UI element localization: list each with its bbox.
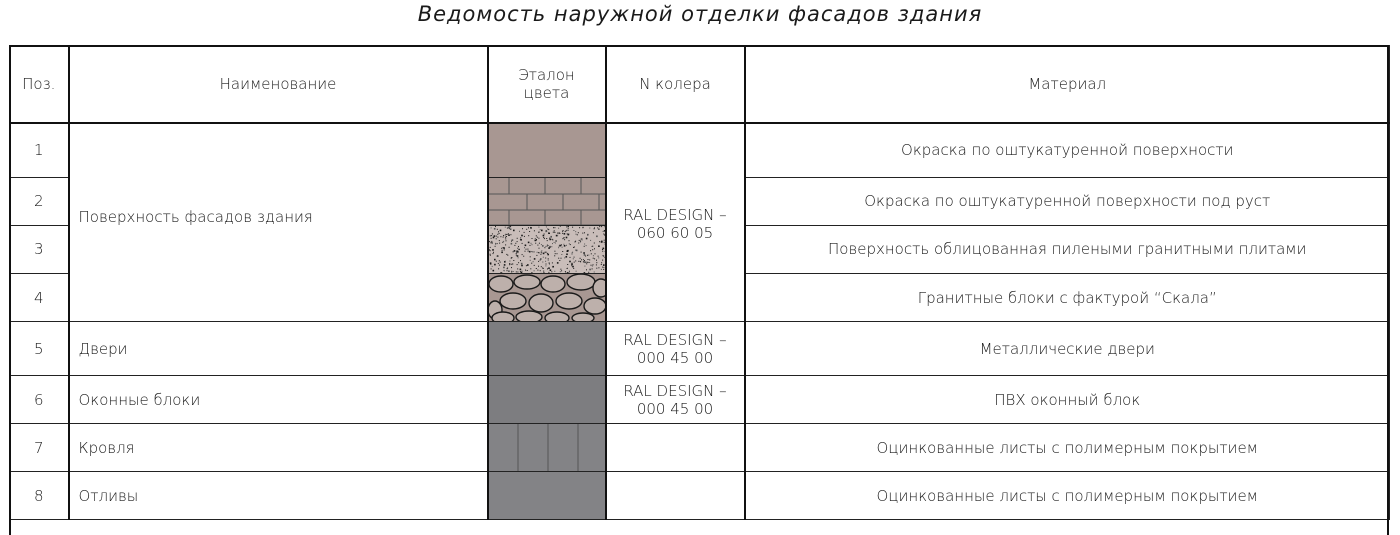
row-code-facade: [606, 123, 745, 322]
header-material: Материал: [745, 46, 1390, 123]
code-facade-line1: RAL DESIGN –: [623, 206, 726, 224]
header-name: Наименование: [69, 46, 488, 123]
swatch-rock-blocks: [488, 273, 606, 321]
row-name: Кровля: [69, 424, 488, 472]
row-pos: 5: [10, 322, 69, 376]
code-facade-line2: 060 60 05: [637, 224, 713, 242]
row-pos: 2: [10, 177, 69, 225]
code-line1: RAL DESIGN –: [623, 382, 726, 400]
swatch-door-grey: [488, 322, 606, 376]
swatch-sill-grey: [488, 472, 606, 520]
code-line2: 000 45 00: [637, 349, 713, 367]
rock-blocks-swatch-icon: [489, 274, 605, 321]
header-code: N колера: [606, 46, 745, 123]
row-material: Оцинкованные листы с полимерным покрытием: [745, 424, 1390, 472]
row-pos: 7: [10, 424, 69, 472]
table-row: [10, 322, 1390, 376]
row-pos: 1: [10, 123, 69, 178]
row-material: Металлические двери: [745, 322, 1390, 376]
header-row: [10, 46, 1390, 123]
row-code-empty: [606, 472, 745, 520]
swatch-granite-slabs: [488, 225, 606, 273]
row-material: Окраска по оштукатуренной поверхности под руст: [745, 177, 1390, 225]
row-pos: 4: [10, 273, 69, 321]
row-material: Окраска по оштукатуренной поверхности: [745, 123, 1390, 178]
row-code-empty: [606, 424, 745, 472]
plaster-swatch-icon: [489, 124, 605, 177]
swatch-plaster: [488, 123, 606, 178]
swatch-window-grey: [488, 376, 606, 424]
row-name: Двери: [69, 322, 488, 376]
table-row: [10, 424, 1390, 472]
row-code: [606, 322, 745, 376]
row-code: [606, 376, 745, 424]
code-line2: 000 45 00: [637, 400, 713, 418]
row-material: Гранитные блоки с фактурой “Скала”: [745, 273, 1390, 321]
roof-sheets-swatch-icon: [489, 424, 605, 471]
row-pos: 8: [10, 472, 69, 520]
granite-speckle-swatch-icon: [489, 226, 605, 273]
row-material: ПВХ оконный блок: [745, 376, 1390, 424]
row-material: Оцинкованные листы с полимерным покрытием: [745, 472, 1390, 520]
facade-finish-table: [9, 45, 1390, 520]
table-row: [10, 376, 1390, 424]
header-sample-line2: цвета: [524, 84, 570, 102]
row-name: Оконные блоки: [69, 376, 488, 424]
document-title: Ведомость наружной отделки фасадов здания: [0, 2, 1400, 26]
header-sample: [488, 46, 606, 123]
row-name: Отливы: [69, 472, 488, 520]
row-pos: 3: [10, 225, 69, 273]
header-sample-line1: Эталон: [518, 66, 574, 84]
table-row: [10, 123, 1390, 178]
code-line1: RAL DESIGN –: [623, 331, 726, 349]
row-material: Поверхность облицованная пилеными гранитными плитами: [745, 225, 1390, 273]
row-name-facade: Поверхность фасадов здания: [69, 123, 488, 322]
header-pos: Поз.: [10, 46, 69, 123]
row-pos: 6: [10, 376, 69, 424]
swatch-rustication: [488, 177, 606, 225]
rustication-swatch-icon: [489, 178, 605, 225]
swatch-roof-sheets: [488, 424, 606, 472]
table-row: [10, 472, 1390, 520]
